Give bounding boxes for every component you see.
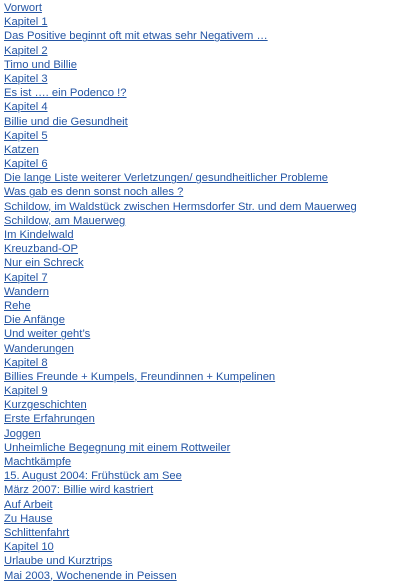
toc-link[interactable]: Schlittenfahrt	[4, 526, 70, 539]
toc-item	[4, 284, 357, 298]
toc-link[interactable]: Kapitel 1	[4, 16, 48, 29]
toc-item	[4, 199, 357, 213]
toc-item	[4, 568, 357, 582]
toc-link[interactable]: Zu Hause	[4, 512, 53, 525]
toc-link[interactable]: Kapitel 7	[4, 271, 48, 284]
toc-link[interactable]: Nur ein Schreck	[4, 257, 84, 270]
toc-link[interactable]: Kapitel 10	[4, 541, 54, 554]
toc-item	[4, 71, 357, 85]
toc-item	[4, 341, 357, 355]
toc-link[interactable]: Kreuzband-OP	[4, 243, 79, 256]
toc-link[interactable]: Kapitel 9	[4, 385, 48, 398]
toc-item	[4, 326, 357, 340]
toc-link[interactable]: Kapitel 8	[4, 356, 48, 369]
toc-link[interactable]: Kurzgeschichten	[4, 399, 87, 412]
toc-item	[4, 99, 357, 113]
toc-item	[4, 270, 357, 284]
toc-link[interactable]: Kapitel 5	[4, 129, 48, 142]
toc-link[interactable]: Schildow, im Waldstück zwischen Hermsdorfer Str. und dem Mauerweg	[4, 200, 357, 213]
toc-item	[4, 497, 357, 511]
toc-item	[4, 57, 357, 71]
toc-link[interactable]: Schildow, am Mauerweg	[4, 214, 126, 227]
toc-item	[4, 440, 357, 454]
toc-item	[4, 28, 357, 42]
toc-link[interactable]: Vorwort	[4, 2, 42, 14]
toc-link[interactable]: Joggen	[4, 427, 41, 440]
toc-item	[4, 312, 357, 326]
toc-link[interactable]: März 2007: Billie wird kastriert	[4, 484, 154, 497]
toc-link[interactable]: Die lange Liste weiterer Verletzungen/ gesundheitlicher Probleme	[4, 172, 329, 185]
toc-item	[4, 43, 357, 57]
toc-link[interactable]: Urlaube und Kurztrips	[4, 555, 113, 568]
toc-link[interactable]: Kapitel 6	[4, 158, 48, 171]
toc-link[interactable]: Billies Freunde + Kumpels, Freundinnen + Kumpelinen	[4, 370, 276, 383]
toc-link[interactable]: Mai 2003, Wochenende in Peissen	[4, 569, 177, 582]
toc-link[interactable]: Wandern	[4, 285, 49, 298]
toc-item	[4, 355, 357, 369]
toc-link[interactable]: Es ist …. ein Podenco !?	[4, 87, 127, 100]
toc-link[interactable]: Erste Erfahrungen	[4, 413, 95, 426]
toc-link[interactable]: Kapitel 3	[4, 72, 48, 85]
toc-item	[4, 397, 357, 411]
toc-link[interactable]: Billie und die Gesundheit	[4, 115, 128, 128]
toc-item	[4, 511, 357, 525]
toc-item	[4, 213, 357, 227]
toc-item	[4, 85, 357, 99]
toc-item	[4, 411, 357, 425]
toc-link[interactable]: Auf Arbeit	[4, 498, 53, 511]
toc-link[interactable]: Das Positive beginnt oft mit etwas sehr Negativem …	[4, 30, 268, 43]
toc-link[interactable]: Im Kindelwald	[4, 229, 74, 241]
toc-item	[4, 525, 357, 539]
toc-item	[4, 170, 357, 184]
table-of-contents	[4, 0, 357, 582]
toc-item	[4, 539, 357, 553]
toc-link[interactable]: Kapitel 4	[4, 101, 48, 114]
toc-item	[4, 255, 357, 269]
toc-link[interactable]: Machtkämpfe	[4, 456, 72, 468]
toc-item	[4, 298, 357, 312]
toc-item	[4, 383, 357, 397]
toc-item	[4, 227, 357, 241]
toc-link[interactable]: Katzen	[4, 143, 39, 156]
toc-item	[4, 454, 357, 468]
toc-item	[4, 241, 357, 255]
toc-link[interactable]: Timo und Billie	[4, 58, 77, 71]
toc-link[interactable]: 15. August 2004: Frühstück am See	[4, 470, 182, 483]
toc-item	[4, 468, 357, 482]
toc-link[interactable]: Wanderungen	[4, 342, 74, 355]
toc-item	[4, 369, 357, 383]
toc-link[interactable]: Kapitel 2	[4, 44, 48, 57]
toc-item	[4, 14, 357, 28]
toc-link[interactable]: Was gab es denn sonst noch alles ?	[4, 186, 184, 199]
toc-item	[4, 156, 357, 170]
toc-item	[4, 184, 357, 198]
toc-link[interactable]: Die Anfänge	[4, 314, 65, 327]
toc-item	[4, 114, 357, 128]
toc-item	[4, 142, 357, 156]
toc-link[interactable]: Rehe	[4, 299, 31, 312]
toc-item	[4, 553, 357, 567]
toc-item	[4, 482, 357, 496]
toc-link[interactable]: Unheimliche Begegnung mit einem Rottweiler	[4, 441, 231, 454]
toc-link[interactable]: Und weiter geht’s	[4, 328, 91, 341]
toc-item	[4, 0, 357, 14]
toc-item	[4, 128, 357, 142]
toc-item	[4, 426, 357, 440]
